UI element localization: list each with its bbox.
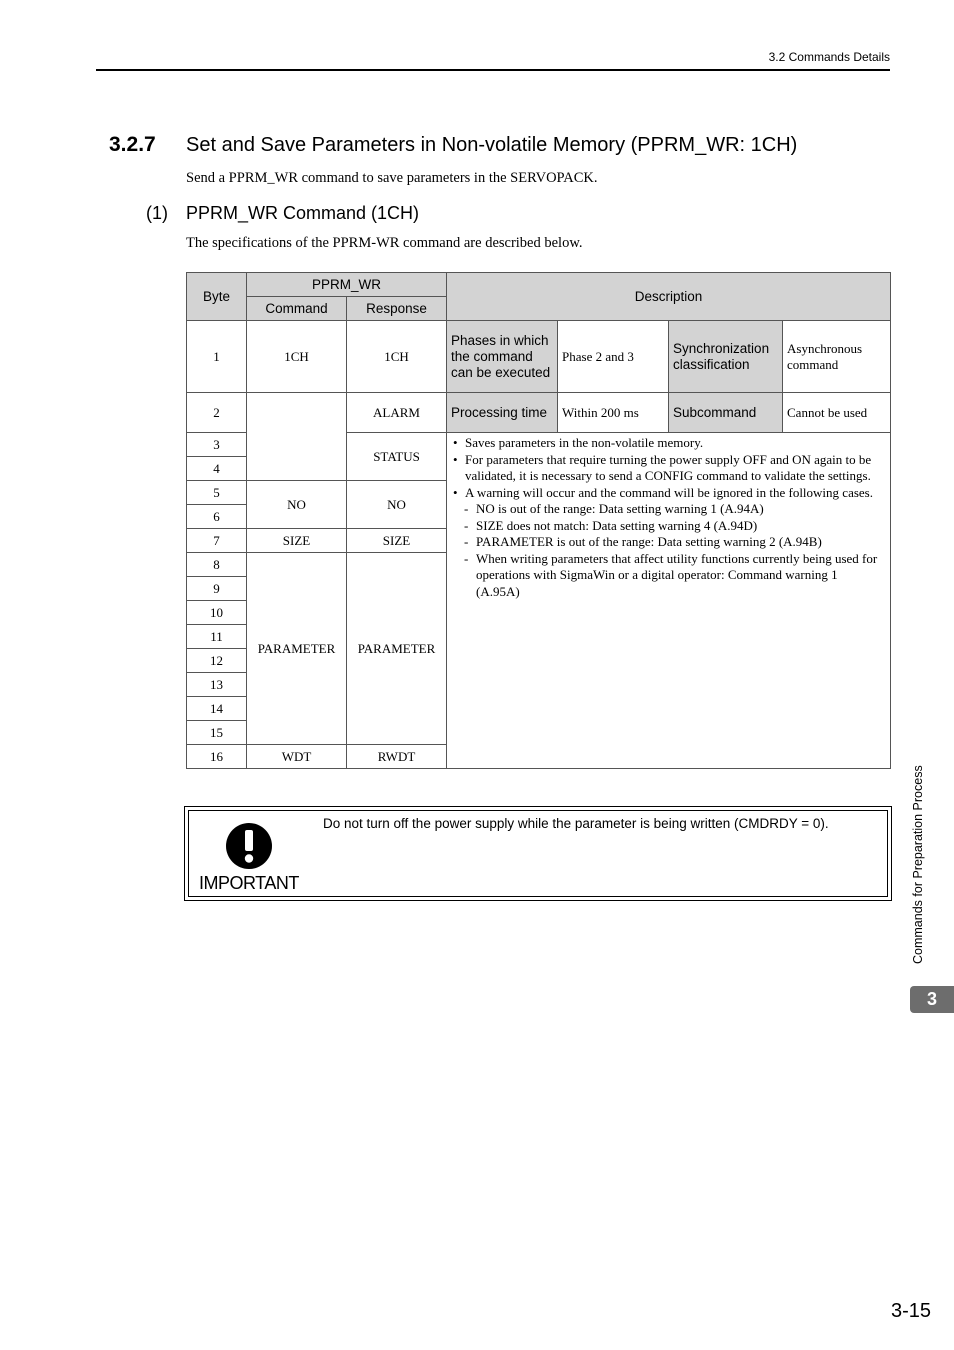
important-notice	[184, 806, 892, 901]
response-cell: SIZE	[347, 529, 447, 553]
processing-value: Within 200 ms	[558, 393, 669, 433]
byte-cell: 13	[187, 673, 247, 697]
byte-cell: 14	[187, 697, 247, 721]
command-cell: WDT	[247, 745, 347, 769]
command-cell: NO	[247, 481, 347, 529]
subcommand-value: Cannot be used	[783, 393, 891, 433]
byte-cell: 10	[187, 601, 247, 625]
description-bullet: • A warning will occur and the command will be ignored in the following cases.	[453, 485, 884, 502]
byte-cell: 7	[187, 529, 247, 553]
processing-label: Processing time	[447, 393, 558, 433]
table-row	[187, 321, 891, 393]
response-cell: PARAMETER	[347, 553, 447, 745]
phases-label: Phases in which the command can be executed	[447, 321, 558, 393]
command-cell-empty	[247, 393, 347, 481]
warning-case: - SIZE does not match: Data setting warning 4 (A.94D)	[453, 518, 884, 535]
byte-cell: 12	[187, 649, 247, 673]
running-header: 3.2 Commands Details	[768, 50, 890, 64]
byte-cell: 8	[187, 553, 247, 577]
phases-value: Phase 2 and 3	[558, 321, 669, 393]
section-title: Set and Save Parameters in Non-volatile Memory (PPRM_WR: 1CH)	[186, 134, 798, 156]
description-list	[453, 435, 884, 600]
command-cell: 1CH	[247, 321, 347, 393]
header-byte: Byte	[187, 273, 247, 321]
sync-label: Synchronization classification	[669, 321, 783, 393]
description-bullet: • Saves parameters in the non-volatile memory.	[453, 435, 884, 452]
description-bullet: • For parameters that require turning the power supply OFF and ON again to be validated, it is necessary to send a CONFIG command to validate the settings.	[453, 452, 884, 485]
subcommand-label: Subcommand	[669, 393, 783, 433]
section-intro: Send a PPRM_WR command to save parameters in the SERVOPACK.	[186, 170, 598, 186]
byte-cell: 2	[187, 393, 247, 433]
description-cell	[447, 433, 891, 769]
warning-case: - When writing parameters that affect utility functions currently being used for operations with SigmaWin or a digital operator: Command warning 1 (A.95A)	[453, 551, 884, 601]
chapter-tab: 3	[910, 986, 954, 1013]
byte-cell: 16	[187, 745, 247, 769]
response-cell: NO	[347, 481, 447, 529]
byte-cell: 6	[187, 505, 247, 529]
important-text: Do not turn off the power supply while the parameter is being written (CMDRDY = 0).	[323, 816, 829, 831]
subsection-number: (1)	[146, 203, 168, 223]
important-notice-inner	[188, 810, 888, 897]
header-response: Response	[347, 297, 447, 321]
page-number: 3-15	[890, 1300, 931, 1322]
command-cell: SIZE	[247, 529, 347, 553]
section-number: 3.2.7	[109, 133, 156, 156]
response-cell: ALARM	[347, 393, 447, 433]
table-row	[187, 393, 891, 433]
command-cell: PARAMETER	[247, 553, 347, 745]
header-rule	[96, 69, 890, 71]
important-label: IMPORTANT	[199, 873, 299, 893]
byte-cell: 1	[187, 321, 247, 393]
header-description: Description	[447, 273, 891, 321]
byte-cell: 9	[187, 577, 247, 601]
response-cell: 1CH	[347, 321, 447, 393]
byte-cell: 4	[187, 457, 247, 481]
exclamation-icon	[225, 822, 273, 875]
byte-cell: 11	[187, 625, 247, 649]
warning-case: - NO is out of the range: Data setting warning 1 (A.94A)	[453, 501, 884, 518]
sync-value: Asynchronous command	[783, 321, 891, 393]
response-cell: STATUS	[347, 433, 447, 481]
chapter-side-title: Commands for Preparation Process	[911, 765, 925, 964]
header-command: Command	[247, 297, 347, 321]
warning-case: - PARAMETER is out of the range: Data setting warning 2 (A.94B)	[453, 534, 884, 551]
byte-cell: 5	[187, 481, 247, 505]
byte-cell: 15	[187, 721, 247, 745]
subsection-title: PPRM_WR Command (1CH)	[186, 203, 420, 223]
byte-cell: 3	[187, 433, 247, 457]
header-pprm-wr: PPRM_WR	[247, 273, 447, 297]
subsection-text: The specifications of the PPRM-WR command are described below.	[186, 235, 583, 251]
command-table	[186, 272, 891, 769]
response-cell: RWDT	[347, 745, 447, 769]
